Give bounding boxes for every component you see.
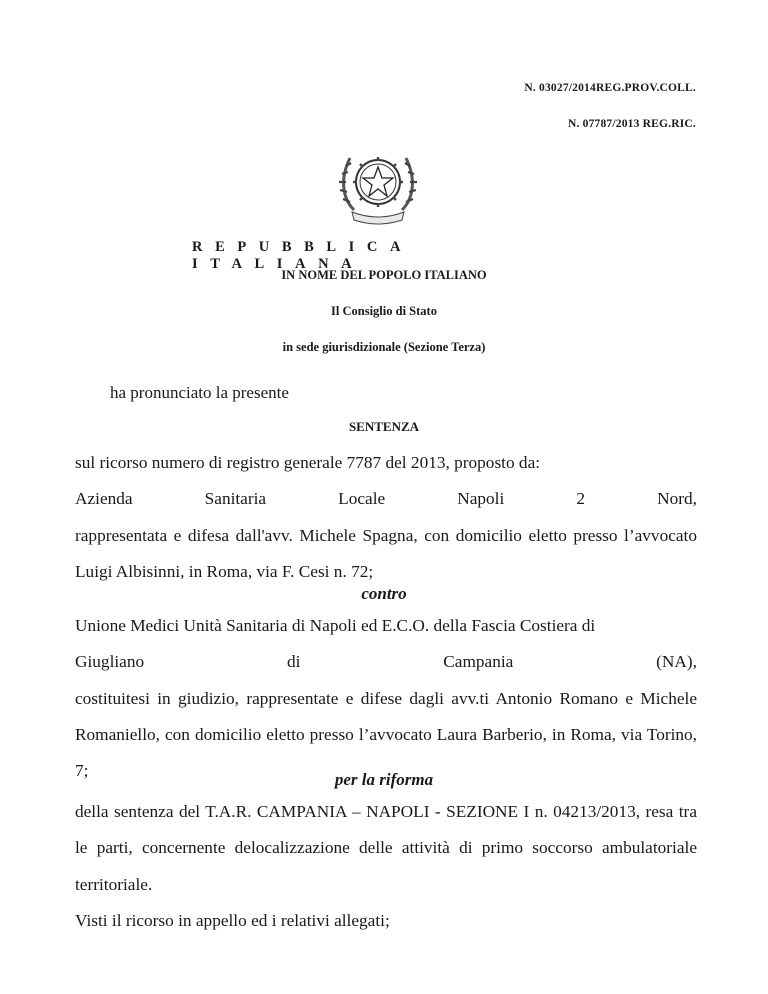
respondent-paragraph [75,608,697,789]
republic-heading: REPUBBLICA ITALIANA [192,239,413,272]
against-heading: contro [361,584,407,603]
word: Locale [338,489,386,509]
section-heading: in sede giurisdizionale (Sezione Terza) [282,340,486,354]
appellant-line-2 [75,481,697,517]
court-heading: Il Consiglio di Stato [331,304,437,318]
word: Azienda [75,489,133,509]
italian-republic-emblem-icon [336,140,420,226]
in-name-heading: IN NOME DEL POPOLO ITALIANO [281,268,487,282]
appellant-paragraph [75,445,697,590]
reform-heading: per la riforma [334,770,434,789]
word: 2 [576,489,586,509]
appellant-rest: rappresentata e difesa dall'avv. Michele Spagna, con domicilio eletto presso l’avvocato Luigi Albisinni, in Roma, via F. Cesi n. 72; [75,525,697,581]
reg-ric-number: N. 07787/2013 REG.RIC. [567,118,696,130]
word: (NA), [656,652,697,672]
word: Nord, [657,489,697,509]
reform-last-line: Visti il ricorso in appello ed i relativi allegati; [75,910,390,930]
respondent-rest: costituitesi in giudizio, rappresentate e difese dagli avv.ti Antonio Romano e Michele Romaniello, con domicilio eletto presso l’avvocato Laura Barberio, in Roma, via Torino, 7; [75,688,697,781]
word: Sanitaria [204,489,267,509]
reform-paragraph [75,794,697,939]
respondent-line-2 [75,644,697,680]
word: Giugliano [75,652,145,672]
appellant-line-1 [75,445,697,481]
word: Campania [443,652,514,672]
word: Napoli [457,489,505,509]
respondent-line-1: Unione Medici Unità Sanitaria di Napoli ed E.C.O. della Fascia Costiera di [75,616,596,635]
document-type-heading: SENTENZA [348,419,420,434]
reg-prov-coll-number: N. 03027/2014REG.PROV.COLL. [524,82,696,94]
word: di [286,652,301,672]
appellant-line-1-text: sul ricorso numero di registro generale 7787 del 2013, proposto da: [75,453,541,472]
intro-text: ha pronunciato la presente [110,383,289,402]
reform-text: della sentenza del T.A.R. CAMPANIA – NAPOLI - SEZIONE I n. 04213/2013, resa tra le parti, concernente delocalizzazione delle attività di primo soccorso ambulatoriale territoriale. [75,802,697,894]
